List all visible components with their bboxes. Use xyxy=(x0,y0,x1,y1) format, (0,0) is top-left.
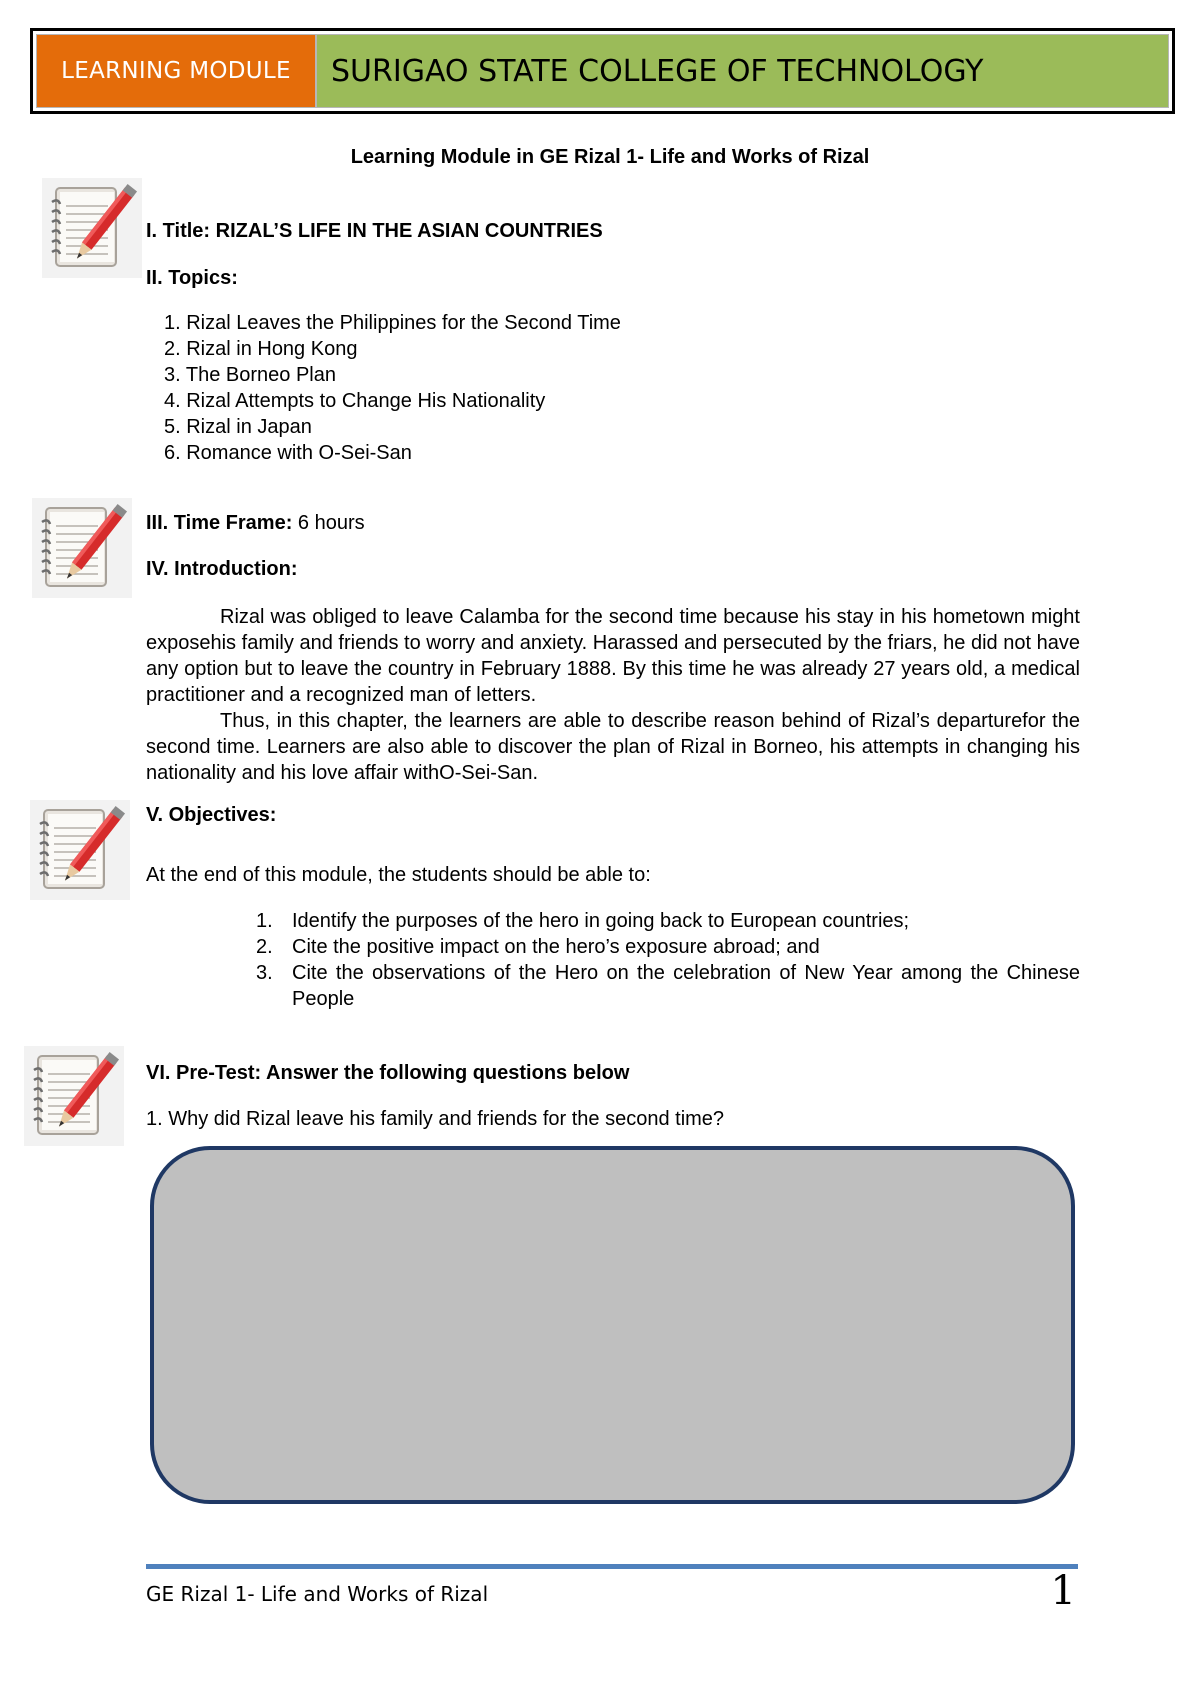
header-learning-module-label: LEARNING MODULE xyxy=(36,34,316,108)
topics-heading: II. Topics: xyxy=(146,267,238,289)
title-label: I. Title: xyxy=(146,220,211,242)
objective-number: 2. xyxy=(256,936,273,958)
notepad-pencil-icon xyxy=(42,178,142,278)
introduction-heading: IV. Introduction: xyxy=(146,558,298,580)
header-college-name: SURIGAO STATE COLLEGE OF TECHNOLOGY xyxy=(316,34,1169,108)
notepad-pencil-icon xyxy=(30,800,130,900)
document-title: Learning Module in GE Rizal 1- Life and Works of Rizal xyxy=(350,146,870,168)
objective-item xyxy=(146,960,1080,1012)
topics-list xyxy=(164,310,621,466)
objective-number: 1. xyxy=(256,910,273,932)
pretest-instruction: Answer the following questions below xyxy=(266,1062,630,1084)
objective-text: Identify the purposes of the hero in going back to European countries; xyxy=(292,910,910,932)
objective-text: Cite the observations of the Hero on the celebration of New Year among the Chinese People xyxy=(292,962,1080,1010)
pretest-line xyxy=(146,1062,629,1085)
objectives-list xyxy=(146,908,1080,1012)
topic-item: 1. Rizal Leaves the Philippines for the Second Time xyxy=(164,312,621,334)
time-frame-value: 6 hours xyxy=(297,512,365,534)
page-number: 1 xyxy=(1050,1568,1076,1614)
pretest-question: 1. Why did Rizal leave his family and friends for the second time? xyxy=(146,1108,725,1130)
notepad-pencil-icon xyxy=(32,498,132,598)
topic-item: 6. Romance with O-Sei-San xyxy=(164,442,412,464)
time-frame-line xyxy=(146,512,365,535)
topic-item: 5. Rizal in Japan xyxy=(164,416,312,438)
objective-item xyxy=(146,908,1080,934)
notepad-pencil-icon xyxy=(24,1046,124,1146)
objective-text: Cite the positive impact on the hero’s exposure abroad; and xyxy=(292,936,820,958)
time-frame-label: III. Time Frame: xyxy=(146,512,293,534)
topic-item: 2. Rizal in Hong Kong xyxy=(164,338,358,360)
footer-rule xyxy=(146,1564,1078,1569)
introduction-paragraph: Thus, in this chapter, the learners are able to describe reason behind of Rizal’s departurefor the second time. Learners are also able to discover the plan of Rizal in Borneo, his attempts in changing his nationality and his love affair withO-Sei-San. xyxy=(146,710,1080,784)
title-value: RIZAL’S LIFE IN THE ASIAN COUNTRIES xyxy=(215,220,603,242)
objectives-lead: At the end of this module, the students should be able to: xyxy=(146,864,651,886)
topic-item: 3. The Borneo Plan xyxy=(164,364,336,386)
title-line xyxy=(146,220,603,243)
objectives-heading: V. Objectives: xyxy=(146,804,277,826)
introduction-body xyxy=(146,604,1080,786)
answer-box[interactable] xyxy=(150,1146,1075,1504)
introduction-paragraph: Rizal was obliged to leave Calamba for the second time because his stay in his hometown might exposehis family and friends to worry and anxiety. Harassed and persecuted by the friars, he did not have any option but to leave the country in February 1888. By this time he was already 27 years old, a medical practitioner and a recognized man of letters. xyxy=(146,606,1080,706)
objective-item xyxy=(146,934,1080,960)
footer-title: GE Rizal 1- Life and Works of Rizal xyxy=(146,1582,489,1606)
objective-number: 3. xyxy=(256,962,273,984)
pretest-heading: VI. Pre-Test: xyxy=(146,1062,262,1084)
topic-item: 4. Rizal Attempts to Change His Nationality xyxy=(164,390,546,412)
